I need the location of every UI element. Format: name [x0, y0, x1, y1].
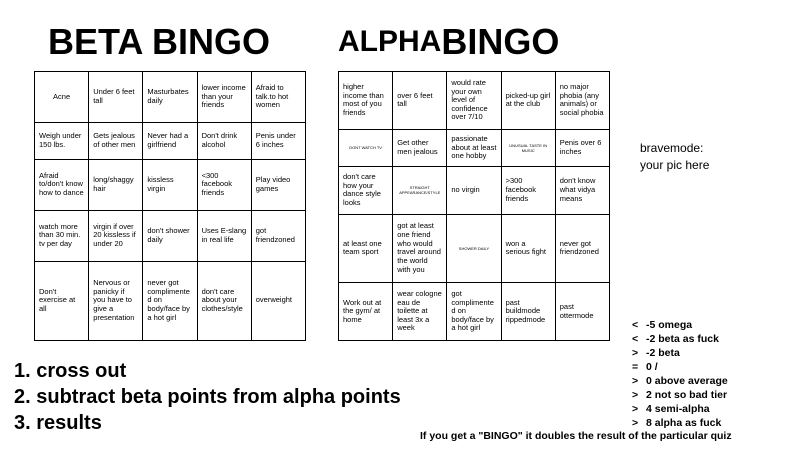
scale-operator: >	[632, 389, 639, 401]
scale-text: 4 semi-alpha	[646, 403, 710, 415]
alpha-cell[interactable]: wear cologne eau de toilette at least 3x a week	[393, 283, 447, 341]
bingo-footnote: If you get a "BINGO" it doubles the result of the particular quiz	[420, 430, 732, 442]
alpha-cell[interactable]: over 6 feet tall	[393, 72, 447, 130]
beta-cell[interactable]: Play video games	[251, 159, 305, 210]
alpha-cell[interactable]: at least one team sport	[339, 214, 393, 282]
instructions-list	[14, 358, 401, 436]
bingo-title-word: BINGO	[441, 21, 560, 62]
beta-bingo-board	[34, 71, 306, 341]
alpha-cell[interactable]: don't care how your dance style looks	[339, 167, 393, 215]
bravemode-note	[640, 140, 709, 174]
beta-cell[interactable]: Never had a girlfriend	[143, 122, 197, 159]
scale-entry	[632, 374, 728, 388]
beta-cell[interactable]: Penis under 6 inches	[251, 122, 305, 159]
scale-entry	[632, 360, 728, 374]
beta-row	[35, 159, 306, 210]
bravemode-caption: your pic here	[640, 157, 710, 172]
scale-text: 2 not so bad tier	[646, 389, 728, 401]
scale-text: -5 omega	[646, 319, 693, 331]
scale-operator: >	[632, 375, 639, 387]
alpha-cell[interactable]: no virgin	[447, 167, 501, 215]
scale-operator: <	[632, 333, 639, 345]
scale-entry	[632, 402, 728, 416]
beta-cell[interactable]: <300 facebook friends	[197, 159, 251, 210]
alpha-title-word: ALPHA	[338, 25, 442, 58]
alpha-cell[interactable]: would rate your own level of confidence over 7/10	[447, 72, 501, 130]
scale-entry	[632, 388, 728, 402]
instruction-step: 1. cross out	[14, 360, 127, 382]
alpha-row	[339, 214, 610, 282]
beta-cell[interactable]: never got complimented on body/face by a hot girl	[143, 261, 197, 340]
alpha-row	[339, 283, 610, 341]
beta-cell[interactable]: overweight	[251, 261, 305, 340]
beta-cell[interactable]: Uses E-slang in real life	[197, 210, 251, 261]
beta-cell[interactable]: don't care about your clothes/style	[197, 261, 251, 340]
scale-text: -2 beta as fuck	[646, 333, 719, 345]
scale-operator: =	[632, 361, 639, 373]
alpha-cell[interactable]: STRAIGHT APPEARANCE/STYLE	[393, 167, 447, 215]
alpha-cell[interactable]: never got friendzoned	[555, 214, 609, 282]
beta-cell[interactable]: virgin if over 20 kissless if under 20	[89, 210, 143, 261]
scale-entry	[632, 346, 728, 360]
alpha-cell[interactable]: don't know what vidya means	[555, 167, 609, 215]
alpha-cell[interactable]: got at least one friend who would travel around the world with you	[393, 214, 447, 282]
beta-cell[interactable]: long/shaggy hair	[89, 159, 143, 210]
scale-text: 0 above average	[646, 375, 728, 387]
alpha-cell[interactable]: passionate about at least one hobby	[447, 129, 501, 166]
scale-entry	[632, 332, 728, 346]
scale-operator: >	[632, 347, 639, 359]
alpha-cell[interactable]: Penis over 6 inches	[555, 129, 609, 166]
bravemode-label: bravemode:	[640, 141, 704, 155]
beta-row	[35, 210, 306, 261]
alpha-cell[interactable]: higher income than most of you friends	[339, 72, 393, 130]
beta-cell[interactable]: Don't exercise at all	[35, 261, 89, 340]
scale-text: 8 alpha as fuck	[646, 417, 722, 429]
scale-operator: >	[632, 417, 639, 429]
scale-operator: <	[632, 319, 639, 331]
beta-cell[interactable]: lower income than your friends	[197, 72, 251, 123]
beta-cell[interactable]: got friendzoned	[251, 210, 305, 261]
instruction-step: 3. results	[14, 412, 102, 434]
alpha-cell[interactable]: Work out at the gym/ at home	[339, 283, 393, 341]
beta-row	[35, 122, 306, 159]
alpha-cell[interactable]: past buildmode rippedmode	[501, 283, 555, 341]
alpha-cell[interactable]: past ottermode	[555, 283, 609, 341]
scale-text: 0 /	[646, 361, 658, 373]
alpha-cell[interactable]: no major phobia (any animals) or social phobia	[555, 72, 609, 130]
scale-entry	[632, 416, 728, 430]
alpha-bingo-board	[338, 71, 610, 341]
alpha-row	[339, 167, 610, 215]
scale-entry	[632, 318, 728, 332]
alpha-cell[interactable]: Get other men jealous	[393, 129, 447, 166]
results-scale	[632, 318, 728, 430]
beta-cell[interactable]: Don't drink alcohol	[197, 122, 251, 159]
alpha-row	[339, 72, 610, 130]
beta-row	[35, 72, 306, 123]
beta-bingo-title: BETA BINGO	[48, 21, 270, 62]
beta-cell[interactable]: Afraid to/don't know how to dance	[35, 159, 89, 210]
scale-text: -2 beta	[646, 347, 680, 359]
scale-operator: >	[632, 403, 639, 415]
beta-cell[interactable]: Gets jealous of other men	[89, 122, 143, 159]
alpha-cell[interactable]: won a serious fight	[501, 214, 555, 282]
alpha-cell[interactable]: UNUSUAL TASTE IN MUSIC	[501, 129, 555, 166]
beta-cell[interactable]: Acne	[35, 72, 89, 123]
beta-cell[interactable]: Under 6 feet tall	[89, 72, 143, 123]
alpha-cell[interactable]: picked-up girl at the club	[501, 72, 555, 130]
alpha-cell[interactable]: SHOWER DAILY	[447, 214, 501, 282]
beta-cell[interactable]: don't shower daily	[143, 210, 197, 261]
alpha-bingo-title	[338, 21, 560, 62]
beta-row	[35, 261, 306, 340]
beta-cell[interactable]: kissless virgin	[143, 159, 197, 210]
beta-cell[interactable]: Weigh under 150 lbs.	[35, 122, 89, 159]
alpha-cell[interactable]: DONT WATCH TV	[339, 129, 393, 166]
alpha-row	[339, 129, 610, 166]
alpha-cell[interactable]: got complimented on body/face by a hot girl	[447, 283, 501, 341]
alpha-cell[interactable]: >300 facebook friends	[501, 167, 555, 215]
beta-cell[interactable]: watch more than 30 min. tv per day	[35, 210, 89, 261]
beta-cell[interactable]: Nervous or panicky if you have to give a presentation	[89, 261, 143, 340]
beta-cell[interactable]: Afraid to talk.to hot women	[251, 72, 305, 123]
instruction-step: 2. subtract beta points from alpha points	[14, 386, 401, 408]
beta-cell[interactable]: Masturbates daily	[143, 72, 197, 123]
